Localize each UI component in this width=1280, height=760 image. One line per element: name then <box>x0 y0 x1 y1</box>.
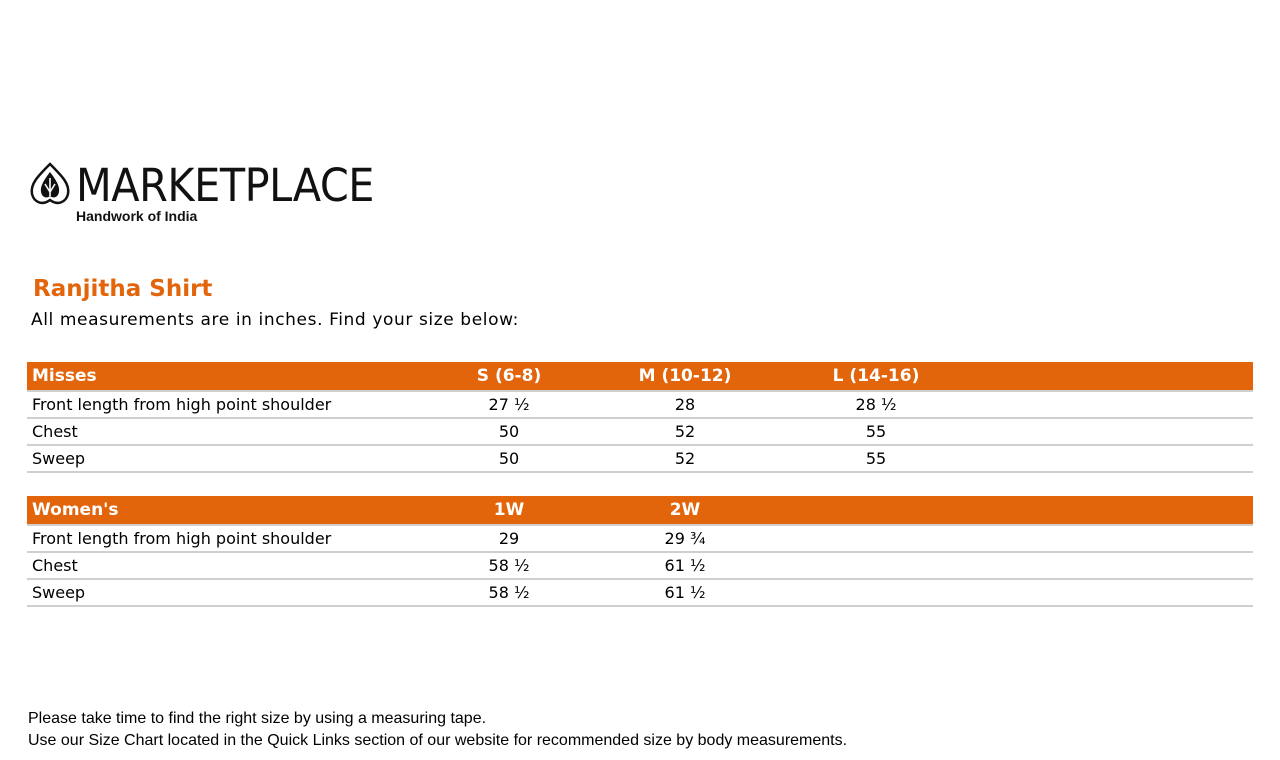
footnote-measuring: Please take time to find the right size by using a measuring tape. <box>28 710 487 727</box>
row-label: Sweep <box>32 583 86 602</box>
table-row: Chest 50 52 55 <box>27 419 1253 446</box>
header-cell-category: Misses <box>32 366 97 386</box>
table-row: Chest 58 ½ 61 ½ <box>27 553 1253 580</box>
product-subtitle: All measurements are in inches. Find your size below: <box>31 310 519 330</box>
table-row: Front length from high point shoulder 27 ½ 28 28 ½ <box>27 392 1253 419</box>
table-row: Front length from high point shoulder 29 29 ¾ <box>27 526 1253 553</box>
header-cell-category: Women's <box>32 500 119 520</box>
table-header: Women's 1W 2W <box>27 496 1253 526</box>
row-label: Chest <box>32 422 78 441</box>
table-header: Misses S (6-8) M (10-12) L (14-16) <box>27 362 1253 392</box>
brand-tagline: Handwork of India <box>76 208 198 224</box>
row-label: Sweep <box>32 449 86 468</box>
leaf-hand-logo-icon <box>28 162 72 208</box>
misses-size-table <box>27 362 1253 473</box>
product-title: Ranjitha Shirt <box>33 276 213 302</box>
table-row: Sweep 50 52 55 <box>27 446 1253 473</box>
row-label: Chest <box>32 556 78 575</box>
row-label: Front length from high point shoulder <box>32 395 332 414</box>
row-label: Front length from high point shoulder <box>32 529 332 548</box>
footnote-size-chart: Use our Size Chart located in the Quick Links section of our website for recommended size by body measurements. <box>28 732 848 749</box>
brand-header <box>28 160 408 230</box>
womens-size-table <box>27 496 1253 607</box>
table-row: Sweep 58 ½ 61 ½ <box>27 580 1253 607</box>
brand-name: MARKETPLACE <box>76 159 374 212</box>
